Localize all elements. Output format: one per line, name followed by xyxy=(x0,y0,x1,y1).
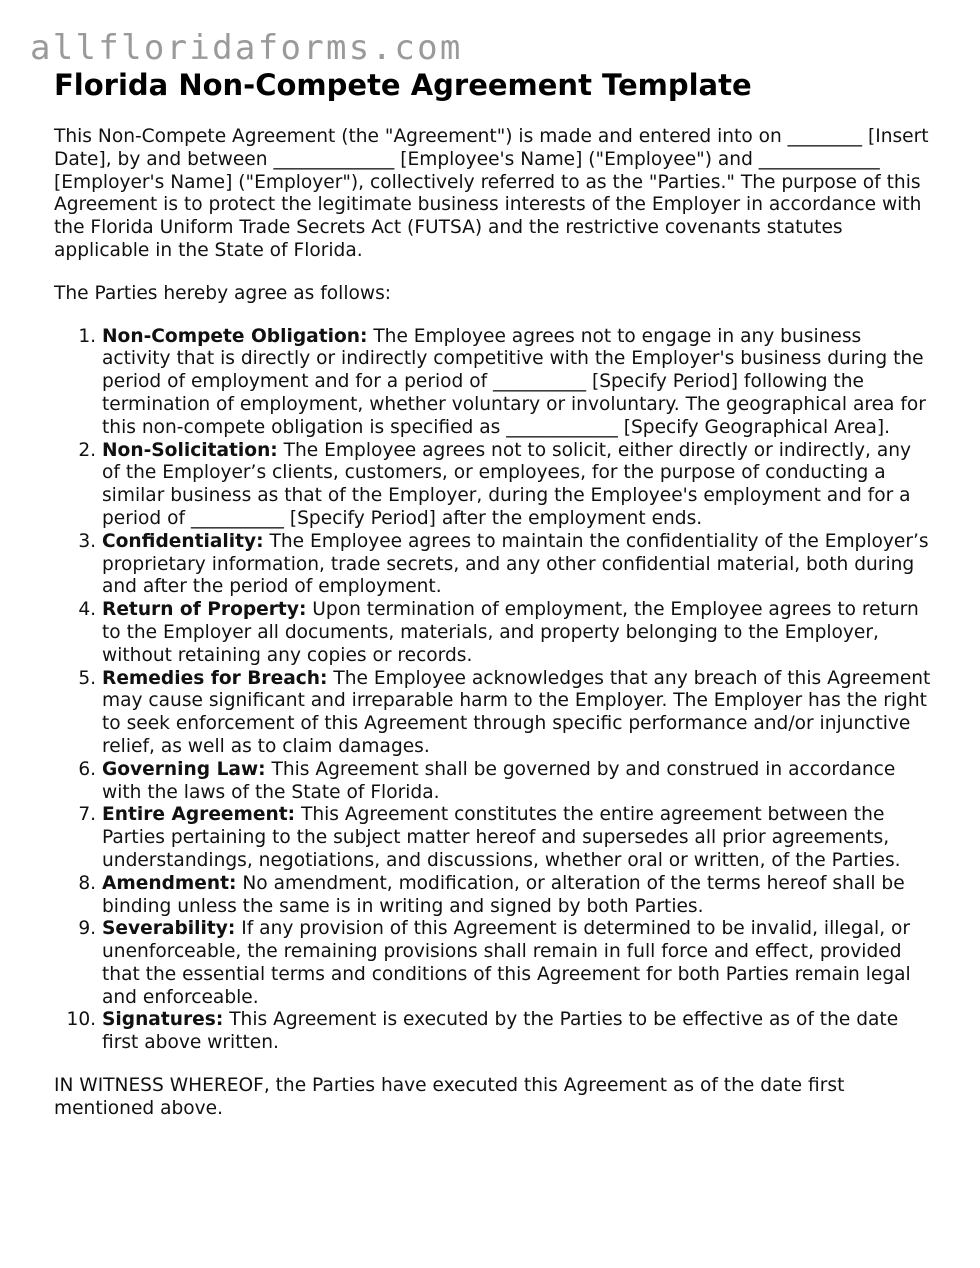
clause-list xyxy=(54,326,934,1056)
clause-item xyxy=(102,668,934,759)
clause-heading: Non-Solicitation: xyxy=(102,439,278,461)
clause-text: The Employee agrees not to engage in any business activity that is directly or indirectly competitive with the Employer's business during the period of employment and for a period of __________ [Specify Period] following the termination of employment, whether voluntary or involuntary. The geographical area for this non-compete obligation is specified as ____________ [Specify Geographical Area]. xyxy=(102,325,926,438)
clause-heading: Severability: xyxy=(102,918,236,940)
closing-paragraph: IN WITNESS WHEREOF, the Parties have executed this Agreement as of the date first mentioned above. xyxy=(54,1075,845,1119)
clause-item xyxy=(102,531,934,599)
clause-text: Upon termination of employment, the Employee agrees to return to the Employer all documents, materials, and property belonging to the Employer, without retaining any copies or records. xyxy=(102,599,919,666)
clause-item xyxy=(102,1009,934,1055)
clause-heading: Confidentiality: xyxy=(102,530,264,552)
clause-heading: Non-Compete Obligation: xyxy=(102,325,368,347)
clause-text: This Agreement shall be governed by and construed in accordance with the laws of the State of Florida. xyxy=(102,758,896,803)
clause-heading: Amendment: xyxy=(102,872,237,894)
clause-item xyxy=(102,440,934,531)
clause-item xyxy=(102,804,934,872)
clause-item xyxy=(102,918,934,1009)
clause-heading: Entire Agreement: xyxy=(102,804,296,826)
clause-text: If any provision of this Agreement is determined to be invalid, illegal, or unenforceable, the remaining provisions shall remain in full force and effect, provided that the essential terms and conditions of this Agreement for both Parties remain legal and enforceable. xyxy=(102,918,911,1008)
document-page xyxy=(54,66,934,1121)
clause-heading: Signatures: xyxy=(102,1009,224,1031)
site-watermark: allfloridaforms.com xyxy=(30,28,463,68)
clause-text: No amendment, modification, or alteration of the terms hereof shall be binding unless the same is in writing and signed by both Parties. xyxy=(102,872,905,917)
clause-heading: Remedies for Breach: xyxy=(102,667,328,689)
clause-item xyxy=(102,759,934,805)
clause-heading: Governing Law: xyxy=(102,758,266,780)
page-title: Florida Non-Compete Agreement Template xyxy=(54,68,752,102)
clause-item xyxy=(102,326,934,440)
clause-text: The Employee acknowledges that any breach of this Agreement may cause significant and irreparable harm to the Employer. The Employer has the right to seek enforcement of this Agreement through specific performance and/or injunctive relief, as well as to claim damages. xyxy=(102,667,931,757)
clause-text: The Employee agrees not to solicit, either directly or indirectly, any of the Employer’s clients, customers, or employees, for the purpose of conducting a similar business as that of the Employer, during the Employee's employment and for a period of __________ [Specify Period] after the employment ends. xyxy=(102,439,912,529)
clause-text: The Employee agrees to maintain the confidentiality of the Employer’s proprietary information, trade secrets, and any other confidential material, both during and after the period of employment. xyxy=(102,530,929,598)
clause-item xyxy=(102,599,934,667)
clause-heading: Return of Property: xyxy=(102,599,307,621)
clause-text: This Agreement is executed by the Parties to be effective as of the date first above written. xyxy=(102,1009,899,1054)
clause-item xyxy=(102,873,934,919)
clause-text: This Agreement constitutes the entire agreement between the Parties pertaining to the subject matter hereof and supersedes all prior agreements, understandings, negotiations, and discussions, whether oral or written, of the Parties. xyxy=(102,804,901,871)
agreement-lead-in: The Parties hereby agree as follows: xyxy=(54,282,392,304)
intro-paragraph: This Non-Compete Agreement (the "Agreement") is made and entered into on ________ [Insert Date], by and between _____________ [Employee's Name] ("Employee") and _____________ [Employer's Name] ("Employer"), collectively referred to as the "Parties." The purpose of this Agreement is to protect the legitimate business interests of the Employer in accordance with the Florida Uniform Trade Secrets Act (FUTSA) and the restrictive covenants statutes applicable in the State of Florida. xyxy=(54,126,929,261)
